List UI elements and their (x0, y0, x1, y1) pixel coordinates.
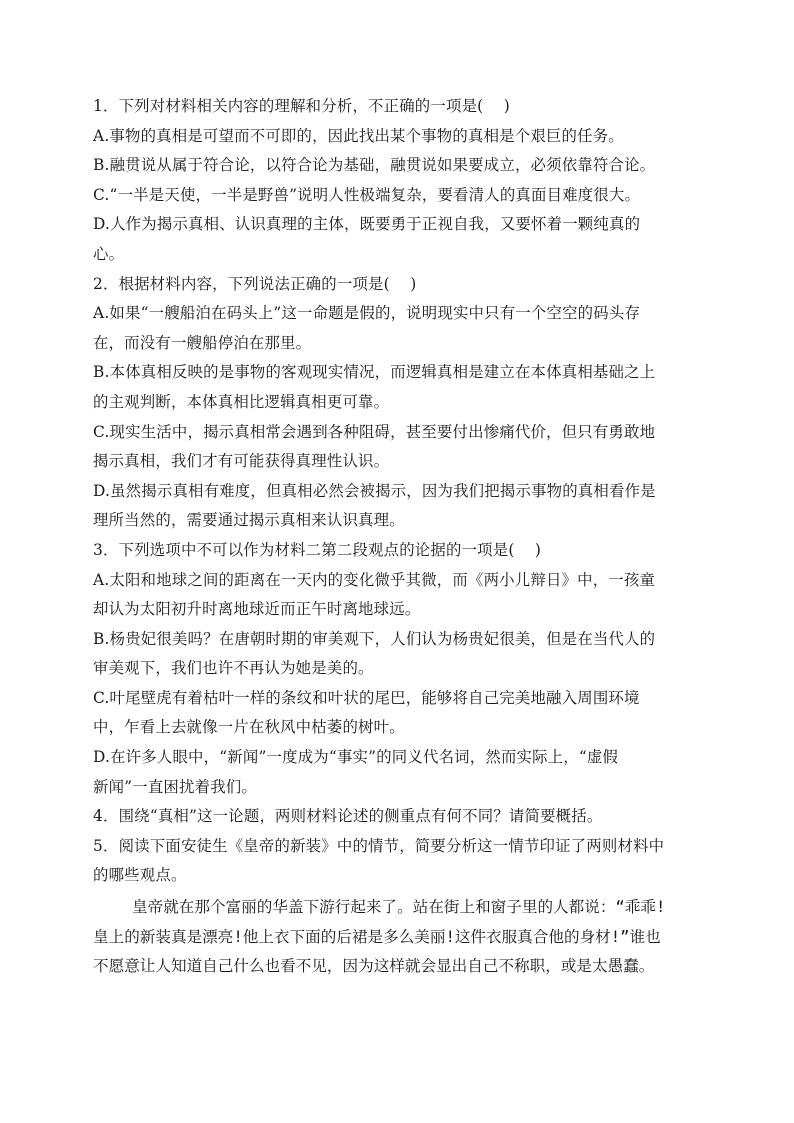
question-1-option-d-cont: 心。 (93, 244, 125, 263)
question-2-stem: 2．根据材料内容，下列说法正确的一项是( ) (93, 274, 417, 293)
question-3-option-c-cont: 中，乍看上去就像一片在秋风中枯萎的树叶。 (93, 718, 405, 737)
question-1-option-d: D.人作为揭示真相、认识真理的主体，既要勇于正视自我，又要怀着一颗纯真的 (93, 215, 641, 234)
question-1-stem: 1．下列对材料相关内容的理解和分析，不正确的一项是( ) (93, 97, 510, 115)
question-2-option-c-cont: 揭示真相，我们才有可能获得真理性认识。 (93, 452, 390, 471)
question-3-option-c: C.叶尾壁虎有着枯叶一样的条纹和叶状的尾巴，能够将自己完美地融入周围环境 (93, 688, 640, 707)
question-2-option-d-cont: 理所当然的，需要通过揭示真相来认识真理。 (93, 511, 405, 530)
question-3-option-d: D.在许多人眼中，“新闻”一度成为“事实”的同义代名词，然而实际上，“虚假 (93, 748, 619, 767)
passage-line-1: 皇帝就在那个富丽的华盖下游行起来了。站在街上和窗子里的人都说：“乖乖! (132, 898, 666, 917)
question-3-option-a-cont: 却认为太阳初升时离地球近而正午时离地球远。 (93, 600, 421, 619)
question-5-stem-cont: 的哪些观点。 (93, 866, 187, 885)
passage-line-3: 不愿意让人知道自己什么也看不见，因为这样就会显出自己不称职，或是太愚蠢。 (93, 957, 655, 976)
question-3-option-d-cont: 新闻”一直困扰着我们。 (93, 777, 257, 796)
reading-passage (93, 893, 714, 982)
question-2-option-b: B.本体真相反映的是事物的客观现实情况，而逻辑真相是建立在本体真相基础之上 (93, 363, 656, 382)
question-3-option-a: A.太阳和地球之间的距离在一天内的变化微乎其微，而《两小儿辩日》中，一孩童 (93, 570, 656, 589)
question-1-option-b: B.融贯说从属于符合论，以符合论为基础，融贯说如果要成立，必须依靠符合论。 (93, 156, 656, 175)
question-2-option-b-cont: 的主观判断，本体真相比逻辑真相更可靠。 (93, 392, 390, 411)
question-2 (93, 270, 714, 536)
question-2-option-a-cont: 在，而没有一艘船停泊在那里。 (93, 333, 312, 352)
question-3-option-b: B.杨贵妃很美吗？在唐朝时期的审美观下，人们认为杨贵妃很美，但是在当代人的 (93, 629, 656, 648)
question-1-option-a: A.事物的真相是可望而不可即的，因此找出某个事物的真相是个艰巨的任务。 (93, 126, 624, 145)
question-2-option-a: A.如果“一艘船泊在码头上”这一命题是假的，说明现实中只有一个空空的码头存 (93, 304, 641, 323)
question-5 (93, 832, 714, 891)
question-2-option-d: D.虽然揭示真相有难度，但真相必然会被揭示，因为我们把揭示事物的真相看作是 (93, 481, 656, 500)
question-3-option-b-cont: 审美观下，我们也许不再认为她是美的。 (93, 659, 374, 678)
question-5-stem: 5．阅读下面安徒生《皇帝的新装》中的情节，简要分析这一情节印证了两则材料中 (93, 836, 665, 855)
question-1-option-c: C.“一半是天使，一半是野兽”说明人性极端复杂，要看清人的真面目难度很大。 (93, 185, 641, 204)
question-2-option-c: C.现实生活中，揭示真相常会遇到各种阻碍，甚至要付出惨痛代价，但只有勇敢地 (93, 422, 656, 441)
question-3-stem: 3．下列选项中不可以作为材料二第二段观点的论据的一项是( ) (93, 540, 542, 559)
question-3 (93, 536, 714, 802)
passage-line-2: 皇上的新装真是漂亮!他上衣下面的后裙是多么美丽!这件衣服真合他的身材!”谁也 (93, 927, 661, 946)
question-1 (93, 92, 714, 270)
question-4-stem: 4．围绕“真相”这一论题，两则材料论述的侧重点有何不同？请简要概括。 (93, 807, 603, 826)
question-4 (93, 802, 714, 832)
